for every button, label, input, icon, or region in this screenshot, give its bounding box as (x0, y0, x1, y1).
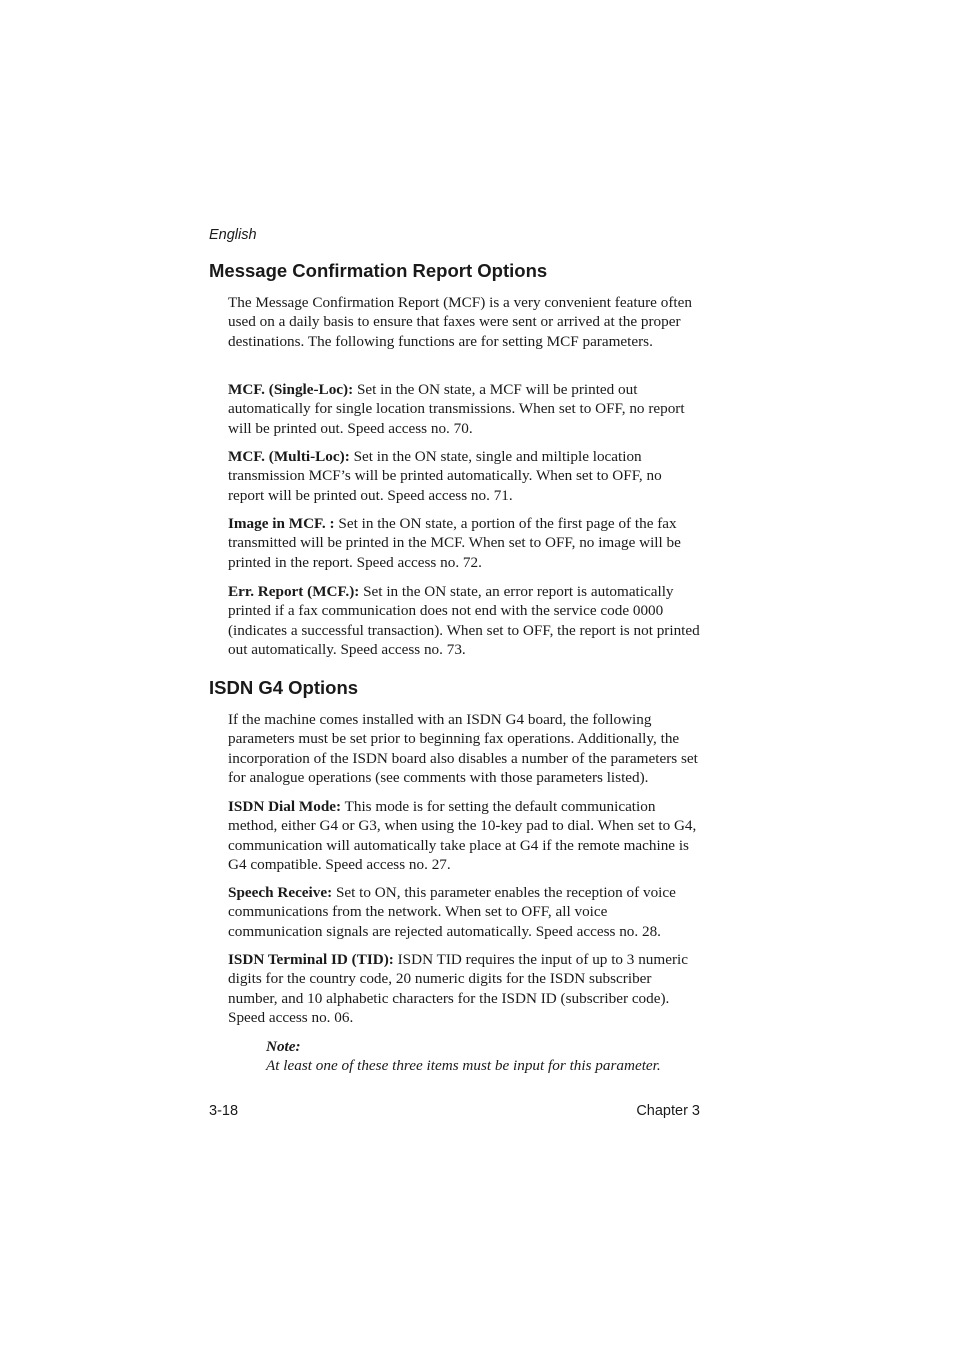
isdn-item-speech-receive (228, 883, 700, 941)
item-term: MCF. (Single-Loc): (228, 381, 354, 398)
item-description: Set in the ON state, single and miltiple location transmission MCF’s will be printed automatically. When set to OFF, no report will be printed out. Speed access no. 71. (228, 448, 662, 504)
item-term: MCF. (Multi-Loc): (228, 448, 350, 465)
item-term: ISDN Terminal ID (TID): (228, 951, 394, 968)
isdn-item-dial-mode (228, 797, 700, 874)
item-description: Set in the ON state, a MCF will be printed out automatically for single location transmissions. When set to OFF, no report will be printed out. Speed access no. 70. (228, 381, 685, 437)
mcf-item-single-loc (228, 380, 700, 438)
isdn-intro-paragraph: If the machine comes installed with an ISDN G4 board, the following parameters must be set prior to beginning fax operations. Additionally, the incorporation of the ISDN board also disables a number of the parameters set for analogue operations (see comments with those parameters listed). (228, 711, 698, 786)
item-description: Set in the ON state, a portion of the first page of the fax transmitted will be printed in the MCF. When set to OFF, no image will be printed in the report. Speed access no. 72. (228, 515, 681, 571)
item-description: Set to ON, this parameter enables the reception of voice communications from the network. When set to OFF, all voice communication signals are rejected automatically. Speed access no. 28. (228, 884, 676, 940)
mcf-intro-paragraph: The Message Confirmation Report (MCF) is a very convenient feature often used on a daily basis to ensure that faxes were sent or arrived at the proper destinations. The following functions are for setting MCF parameters. (228, 294, 692, 350)
item-term: Image in MCF. : (228, 515, 335, 532)
item-description: Set in the ON state, an error report is automatically printed if a fax communication does not end with the service code 0000 (indicates a successful transaction). When set to OFF, the report is not printed out automatically. Speed access no. 73. (228, 583, 700, 658)
item-description: This mode is for setting the default communication method, either G4 or G3, when using the 10-key pad to dial. When set to G4, communication will automatically take place at G4 if the remote machine is G4 compatible. Speed access no. 27. (228, 798, 697, 873)
mcf-item-err-report (228, 582, 700, 659)
footer-chapter: Chapter 3 (636, 1103, 700, 1119)
note-text: At least one of these three items must be input for this parameter. (266, 1057, 661, 1075)
note-title: Note: (266, 1038, 301, 1055)
mcf-item-multi-loc (228, 447, 700, 505)
running-header-language: English (209, 227, 257, 243)
item-term: ISDN Dial Mode: (228, 798, 342, 815)
mcf-item-image (228, 514, 700, 572)
isdn-item-terminal-id (228, 950, 700, 1027)
item-term: Err. Report (MCF.): (228, 583, 360, 600)
item-description: ISDN TID requires the input of up to 3 numeric digits for the country code, 20 numeric digits for the ISDN subscriber number, and 10 alphabetic characters for the ISDN ID (subscriber code). Speed access no. 06. (228, 951, 688, 1026)
item-term: Speech Receive: (228, 884, 333, 901)
footer-page-number: 3-18 (209, 1103, 239, 1119)
section-title-isdn: ISDN G4 Options (209, 677, 359, 698)
section-title-mcf: Message Confirmation Report Options (209, 260, 548, 281)
note-block (266, 1037, 706, 1076)
